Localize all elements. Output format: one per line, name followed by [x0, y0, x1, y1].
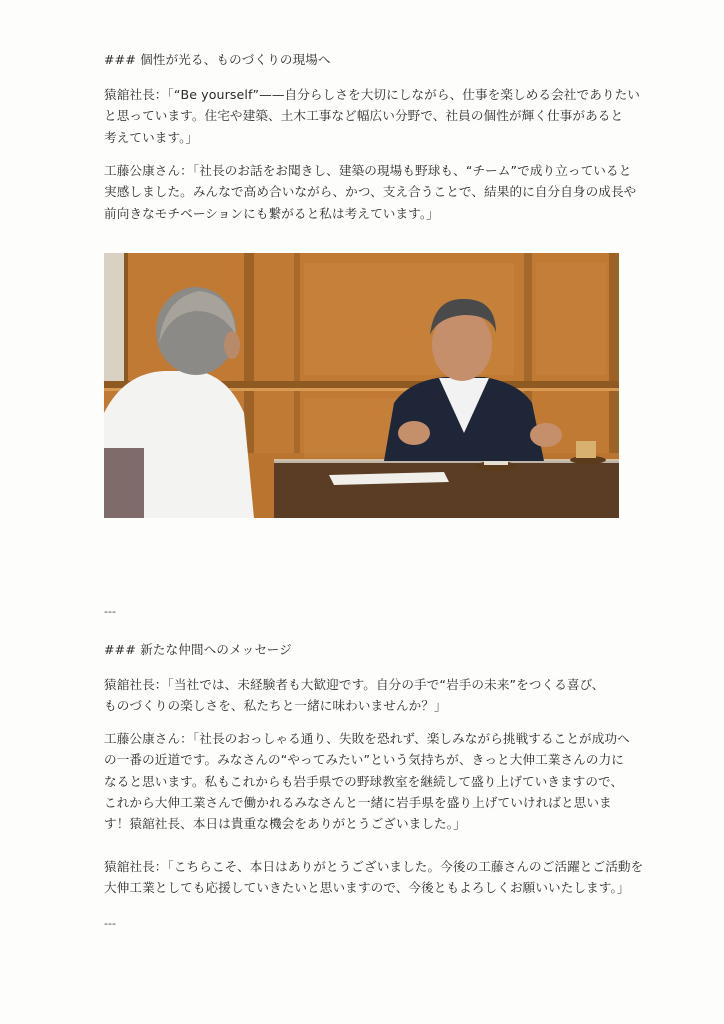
- text-line: 実感しました。みんなで高め合いながら、かつ、支え合うことで、結果的に自分自身の成長や: [104, 184, 637, 200]
- text-line: 考えています。」: [104, 129, 199, 145]
- text-line: なると思います。私もこれからも岩手県での野球教室を継続して盛り上げていきますので、: [104, 773, 624, 789]
- text-line: 猿舘社長：「“Be yourself”——自分らしさを大切にしながら、仕事を楽しめる会社でありたい: [104, 87, 640, 102]
- text-line: 工藤公康さん：「社長のおっしゃる通り、失敗を恐れず、楽しみながら挑戦することが成功へ: [104, 731, 630, 746]
- divider: ---: [104, 917, 116, 930]
- paragraph-kudo-challenge: [104, 728, 630, 834]
- paragraph-president-closing: [104, 856, 644, 899]
- paragraph-president-welcome: [104, 674, 624, 717]
- text-line: 猿舘社長：「こちらこそ、本日はありがとうございました。今後の工藤さんのご活躍とご活動を: [104, 859, 644, 874]
- interview-photo-illustration: [104, 253, 619, 518]
- text-line: 大伸工業としても応援していきたいと思いますので、今後ともよろしくお願いいたします。」: [104, 880, 630, 896]
- text-line: 猿舘社長：「当社では、未経験者も大歓迎です。自分の手で“岩手の未来”をつくる喜び、: [104, 677, 605, 692]
- text-line: これから大伸工業さんで働かれるみなさんと一緒に岩手県を盛り上げていければと思いま: [104, 794, 612, 810]
- text-line: す！猿舘社長、本日は貴重な機会をありがとうございました。」: [104, 816, 466, 832]
- paragraph-kudo-team: [104, 160, 637, 224]
- divider: ---: [104, 605, 116, 618]
- paragraph-president-be-yourself: [104, 84, 640, 148]
- interview-photo: [104, 253, 619, 518]
- text-line: と思っています。住宅や建築、土木工事など幅広い分野で、社員の個性が輝く仕事があると: [104, 108, 624, 124]
- document-page: [104, 0, 644, 1024]
- section-heading-workplace: ### 個性が光る、ものづくりの現場へ: [104, 52, 331, 67]
- text-line: 前向きなモチベーションにも繋がると私は考えています。」: [104, 205, 439, 221]
- text-line: ものづくりの楽しさを、私たちと一緒に味わいませんか？」: [104, 698, 447, 714]
- text-line: 工藤公康さん：「社長のお話をお聞きし、建築の現場も野球も、“チーム”で成り立っていると: [104, 163, 632, 178]
- section-heading-message: ### 新たな仲間へのメッセージ: [104, 642, 292, 657]
- text-line: の一番の近道です。みなさんの“やってみたい”という気持ちが、きっと大伸工業さんの力に: [104, 752, 624, 768]
